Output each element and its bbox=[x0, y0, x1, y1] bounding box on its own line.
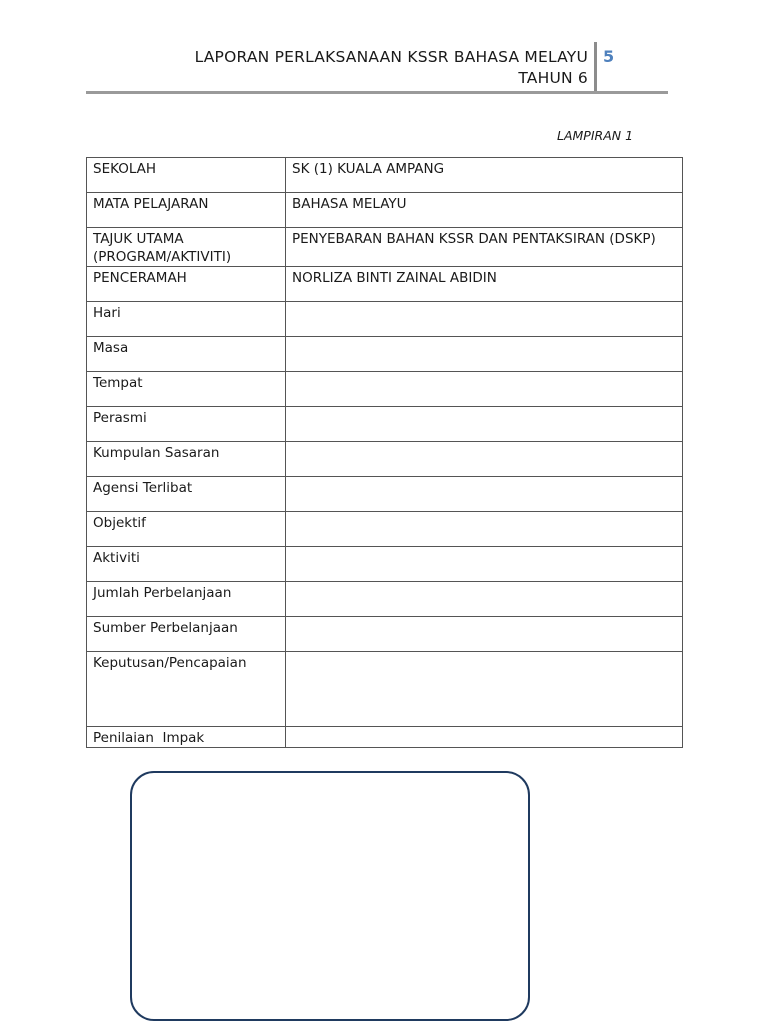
row-value-tempat[interactable] bbox=[286, 372, 683, 407]
row-label-kumpulan-sasaran: Kumpulan Sasaran bbox=[87, 442, 286, 477]
row-label-perasmi: Perasmi bbox=[87, 407, 286, 442]
row-label-tempat: Tempat bbox=[87, 372, 286, 407]
table-row bbox=[87, 727, 683, 748]
table-row bbox=[87, 617, 683, 652]
row-label-sekolah: SEKOLAH bbox=[87, 158, 286, 193]
impact-box bbox=[130, 771, 530, 1021]
row-label-masa: Masa bbox=[87, 337, 286, 372]
table-row bbox=[87, 477, 683, 512]
row-value-sumber-perbelanjaan[interactable] bbox=[286, 617, 683, 652]
table-row bbox=[87, 193, 683, 228]
row-value-penilaian-impak[interactable] bbox=[286, 727, 683, 748]
table-row bbox=[87, 267, 683, 302]
page-number: 5 bbox=[603, 47, 615, 66]
table-row bbox=[87, 228, 683, 267]
row-value-mata-pelajaran[interactable]: BAHASA MELAYU bbox=[286, 193, 683, 228]
row-label-aktiviti: Aktiviti bbox=[87, 547, 286, 582]
row-label-penceramah: PENCERAMAH bbox=[87, 267, 286, 302]
row-value-sekolah[interactable]: SK (1) KUALA AMPANG bbox=[286, 158, 683, 193]
table-row bbox=[87, 302, 683, 337]
header-divider bbox=[594, 42, 597, 92]
table-row bbox=[87, 512, 683, 547]
row-label-keputusan-pencapaian: Keputusan/Pencapaian bbox=[87, 652, 286, 727]
table-row bbox=[87, 407, 683, 442]
row-label-agensi-terlibat: Agensi Terlibat bbox=[87, 477, 286, 512]
row-value-hari[interactable] bbox=[286, 302, 683, 337]
header-title-line-1: LAPORAN PERLAKSANAAN KSSR BAHASA MELAYU bbox=[194, 48, 588, 66]
header-title-line-2: TAHUN 6 bbox=[518, 69, 588, 87]
row-value-objektif[interactable] bbox=[286, 512, 683, 547]
row-value-perasmi[interactable] bbox=[286, 407, 683, 442]
row-value-keputusan-pencapaian[interactable] bbox=[286, 652, 683, 727]
row-label-tajuk-utama: TAJUK UTAMA (PROGRAM/AKTIVITI) bbox=[87, 228, 286, 267]
header-title bbox=[68, 47, 588, 89]
appendix-label: LAMPIRAN 1 bbox=[557, 128, 634, 143]
row-label-jumlah-perbelanjaan: Jumlah Perbelanjaan bbox=[87, 582, 286, 617]
table-row bbox=[87, 582, 683, 617]
row-value-penceramah[interactable]: NORLIZA BINTI ZAINAL ABIDIN bbox=[286, 267, 683, 302]
report-table bbox=[86, 157, 683, 748]
row-value-tajuk-utama[interactable]: PENYEBARAN BAHAN KSSR DAN PENTAKSIRAN (DSKP) bbox=[286, 228, 683, 267]
row-value-aktiviti[interactable] bbox=[286, 547, 683, 582]
table-row bbox=[87, 442, 683, 477]
row-value-agensi-terlibat[interactable] bbox=[286, 477, 683, 512]
row-label-hari: Hari bbox=[87, 302, 286, 337]
table-row bbox=[87, 652, 683, 727]
row-label-sumber-perbelanjaan: Sumber Perbelanjaan bbox=[87, 617, 286, 652]
row-value-jumlah-perbelanjaan[interactable] bbox=[286, 582, 683, 617]
header-rule bbox=[86, 91, 668, 94]
table-row bbox=[87, 372, 683, 407]
table-row bbox=[87, 337, 683, 372]
table-row bbox=[87, 158, 683, 193]
row-value-kumpulan-sasaran[interactable] bbox=[286, 442, 683, 477]
row-label-penilaian-impak: Penilaian Impak bbox=[87, 727, 286, 748]
row-label-mata-pelajaran: MATA PELAJARAN bbox=[87, 193, 286, 228]
row-label-objektif: Objektif bbox=[87, 512, 286, 547]
table-row bbox=[87, 547, 683, 582]
row-value-masa[interactable] bbox=[286, 337, 683, 372]
